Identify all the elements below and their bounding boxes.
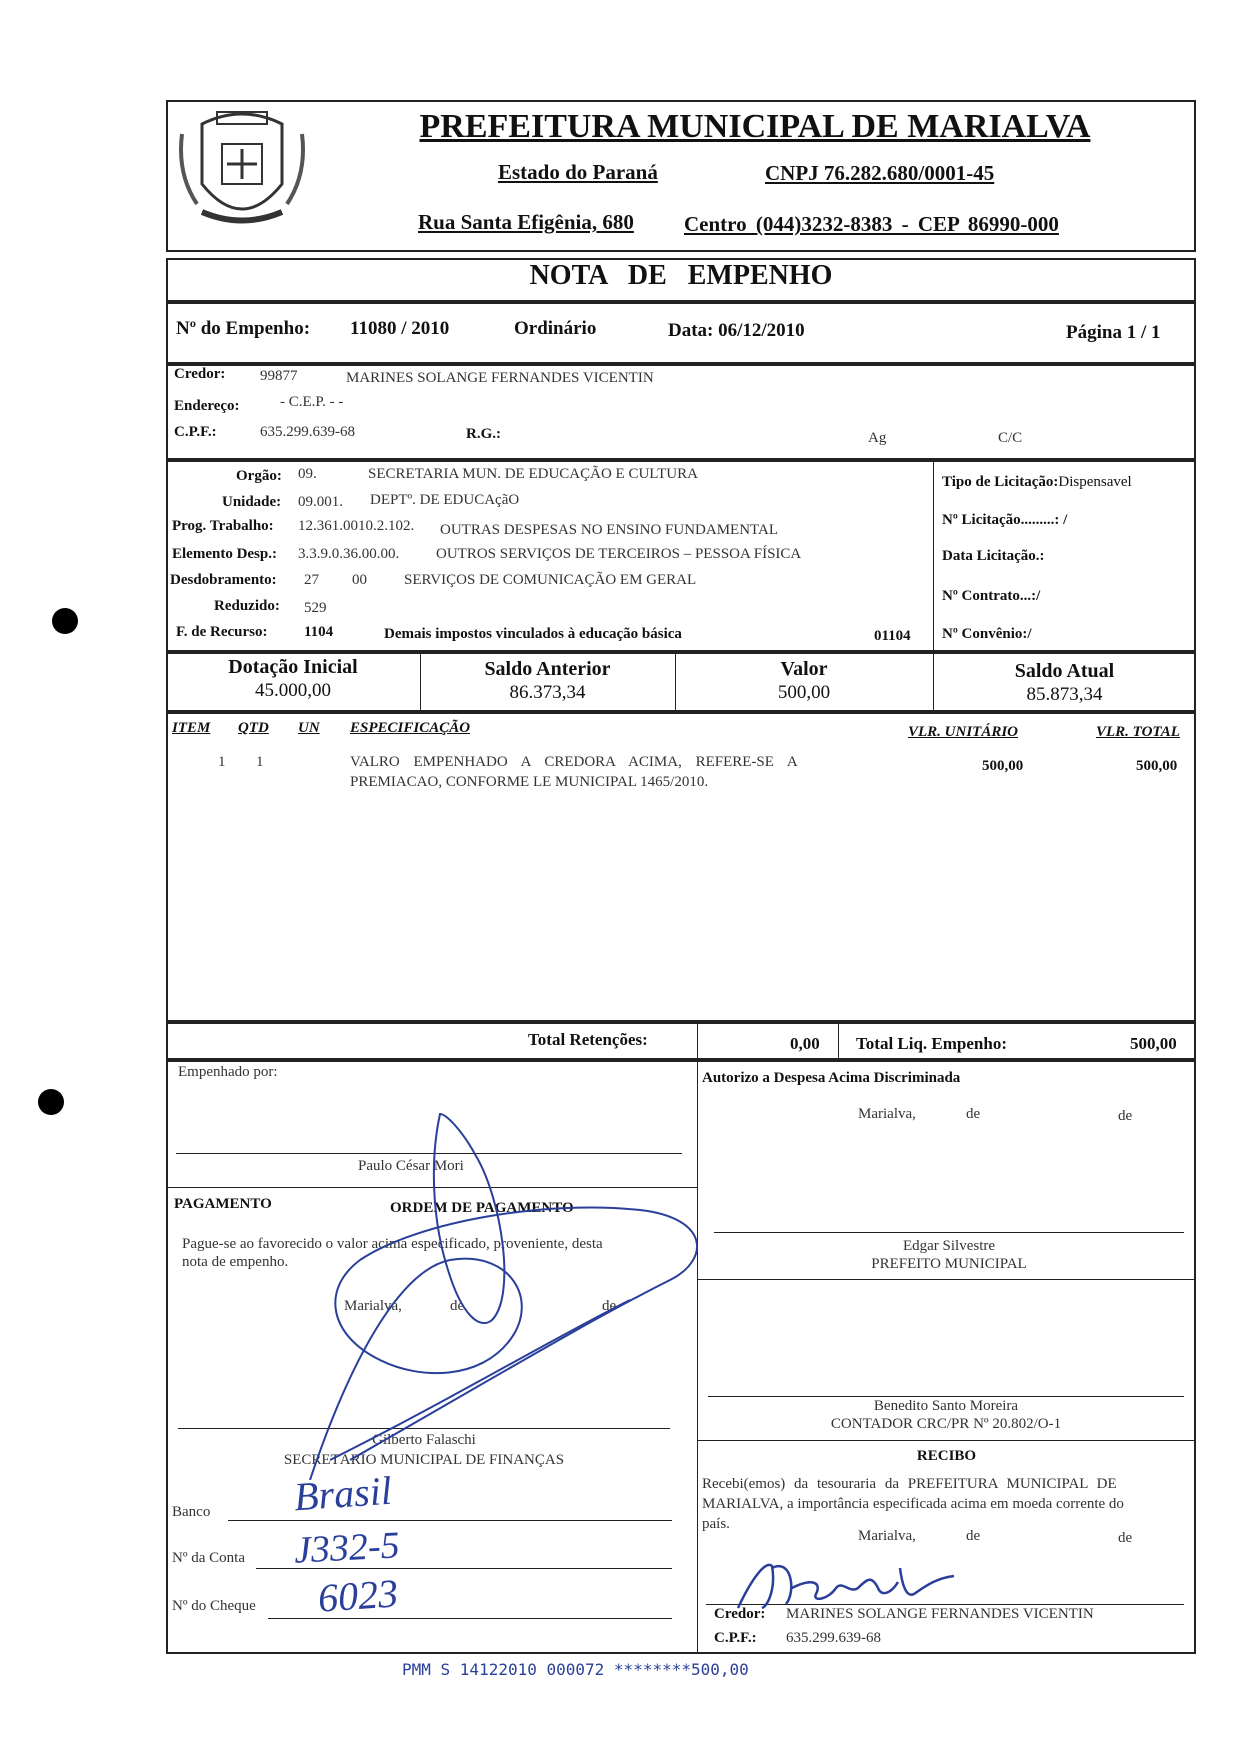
saldo-atual-value: 85.873,34 (1026, 684, 1103, 705)
footer-stamp: PMM S 14122010 000072 ********500,00 (402, 1660, 749, 1679)
total-liq-label: Total Liq. Empenho: (856, 1034, 1007, 1053)
unidade-code: 09.001. (298, 494, 343, 510)
coat-of-arms (172, 104, 312, 236)
prog-desc: OUTRAS DESPESAS NO ENSINO FUNDAMENTAL (440, 522, 778, 538)
total-liq-value: 500,00 (1130, 1034, 1177, 1053)
recibo-de-1: de (966, 1528, 981, 1544)
banco-handwritten: Brasil (292, 1467, 394, 1520)
pague-text-2: nota de empenho. (182, 1254, 289, 1270)
recurso-label: F. de Recurso: (176, 624, 268, 640)
dotacao-inicial-value: 45.000,00 (255, 680, 331, 701)
tipo-licitacao-label: Tipo de Licitação: (942, 474, 1059, 490)
col-qtd-header: QTD (238, 720, 269, 736)
header-address: Rua Santa Efigênia, 680 (418, 210, 634, 234)
empenho-tipo: Ordinário (514, 318, 597, 339)
endereco-value: - C.E.P. - - (280, 394, 344, 410)
punch-hole-bottom (38, 1089, 64, 1115)
credor-codigo: 99877 (260, 368, 298, 384)
col-espec-header: ESPECIFICAÇÃO (350, 720, 471, 736)
tipo-licitacao (942, 474, 1132, 491)
conta-label: Nº da Conta (172, 1550, 245, 1566)
row-vunit: 500,00 (982, 758, 1024, 774)
total-retencoes-value: 0,00 (790, 1034, 820, 1053)
credor-nome: MARINES SOLANGE FERNANDES VICENTIN (346, 370, 654, 386)
orgao-label: Orgão: (236, 468, 282, 484)
doc-title: NOTA DE EMPENHO (529, 260, 833, 291)
conta-handwritten: J332-5 (292, 1524, 401, 1572)
pague-text-1: Pague-se ao favorecido o valor acima especificado, proveniente, desta (182, 1236, 603, 1252)
rg-label: R.G.: (466, 426, 501, 442)
autorizo-marialva: Marialva, (858, 1106, 916, 1122)
prog-label: Prog. Trabalho: (172, 518, 274, 534)
unidade-label: Unidade: (222, 494, 282, 510)
header-district-phone: Centro (044)3232-8383 - CEP 86990-000 (684, 212, 1059, 236)
reduzido-label: Reduzido: (214, 598, 280, 614)
total-retencoes-label: Total Retenções: (528, 1030, 648, 1049)
pagamento-de-1: de (450, 1298, 465, 1314)
paulo-name: Paulo César Mori (358, 1158, 464, 1174)
saldo-atual-label: Saldo Atual (1014, 660, 1115, 682)
row-item: 1 (218, 754, 226, 770)
cpf-value: 635.299.639-68 (260, 424, 355, 440)
empenhado-por-label: Empenhado por: (178, 1064, 278, 1080)
data-licitacao: Data Licitação.: (942, 548, 1045, 564)
endereco-label: Endereço: (174, 398, 240, 414)
valor-value: 500,00 (777, 682, 831, 703)
pagamento-label: PAGAMENTO (174, 1196, 272, 1212)
cheque-handwritten: 6023 (316, 1570, 400, 1621)
ordem-pagamento-label: ORDEM DE PAGAMENTO (390, 1200, 574, 1216)
gilberto-name: Gilberto Falaschi (372, 1432, 476, 1448)
recibo-de-2: de (1118, 1530, 1133, 1546)
credor-box (166, 364, 1196, 460)
recibo-label: RECIBO (916, 1448, 977, 1464)
empenho-pagina: Página 1 / 1 (1066, 322, 1161, 343)
elem-desc: OUTROS SERVIÇOS DE TERCEIROS – PESSOA FÍSICA (436, 546, 802, 562)
col-vtotal-header: VLR. TOTAL (1096, 724, 1180, 740)
signature-scribble-main (290, 1100, 770, 1480)
dotacao-inicial-label: Dotação Inicial (228, 656, 358, 678)
row-vtotal: 500,00 (1136, 758, 1178, 774)
desd-code1: 27 (304, 572, 319, 588)
signature-credor (732, 1548, 962, 1618)
row-qtd: 1 (256, 754, 264, 770)
cheque-label: Nº do Cheque (172, 1598, 256, 1614)
recurso-desc: Demais impostos vinculados à educação básica (384, 626, 682, 642)
num-licitacao: Nº Licitação.........: / (942, 512, 1068, 528)
recibo-cpf-label: C.P.F.: (714, 1630, 757, 1646)
num-convenio: Nº Convênio:/ (942, 626, 1032, 642)
empenho-data: Data: 06/12/2010 (668, 320, 805, 341)
col-item-header: ITEM (172, 720, 211, 736)
edgar-name: Edgar Silvestre (902, 1238, 996, 1254)
recibo-text-1: Recebi(emos) da tesouraria da PREFEITURA MUNICIPAL DE (702, 1476, 1117, 1492)
recibo-credor-label: Credor: (714, 1606, 766, 1622)
gilberto-title: SECRETÁRIO MUNICIPAL DE FINANÇAS (283, 1452, 565, 1468)
edgar-title: PREFEITO MUNICIPAL (871, 1256, 1027, 1272)
desd-desc: SERVIÇOS DE COMUNICAÇÃO EM GERAL (404, 572, 697, 588)
header-state: Estado do Paraná (498, 160, 658, 184)
recibo-text-3: país. (702, 1516, 730, 1532)
autorizo-de-2: de (1118, 1108, 1133, 1124)
banco-label: Banco (172, 1504, 211, 1520)
saldo-anterior-value: 86.373,34 (509, 682, 586, 703)
orgao-code: 09. (298, 466, 317, 482)
header-title: PREFEITURA MUNICIPAL DE MARIALVA (419, 108, 1091, 145)
desd-label: Desdobramento: (170, 572, 277, 588)
empenho-num-value: 11080 / 2010 (350, 318, 450, 339)
elem-code: 3.3.9.0.36.00.00. (298, 546, 400, 562)
desd-code2: 00 (352, 572, 367, 588)
benedito-name: Benedito Santo Moreira (873, 1398, 1019, 1414)
autorizo-de-1: de (966, 1106, 981, 1122)
recibo-cpf-value: 635.299.639-68 (786, 1630, 881, 1646)
recibo-marialva: Marialva, (858, 1528, 916, 1544)
ag-label: Ag (868, 430, 887, 446)
cpf-label: C.P.F.: (174, 424, 217, 440)
cc-label: C/C (998, 430, 1023, 446)
num-contrato: Nº Contrato...:/ (942, 588, 1041, 604)
col-un-header: UN (298, 720, 320, 736)
prog-code: 12.361.0010.2.102. (298, 518, 415, 534)
recibo-text-2: MARIALVA, a importância especificada acima em moeda corrente do (702, 1496, 1124, 1512)
empenho-num-label: Nº do Empenho: (176, 318, 311, 339)
elem-label: Elemento Desp.: (172, 546, 277, 562)
autorizo-label: Autorizo a Despesa Acima Discriminada (702, 1070, 961, 1086)
punch-hole-top (52, 608, 78, 634)
header-cnpj: CNPJ 76.282.680/0001-45 (765, 161, 995, 185)
pagamento-de-2: de (602, 1298, 617, 1314)
totais-box (166, 1022, 1196, 1060)
col-vunit-header: VLR. UNITÁRIO (908, 724, 1019, 740)
orgao-desc: SECRETARIA MUN. DE EDUCAÇÃO E CULTURA (368, 466, 698, 482)
credor-label: Credor: (174, 366, 226, 382)
recibo-credor-name: MARINES SOLANGE FERNANDES VICENTIN (786, 1606, 1094, 1622)
saldo-anterior-label: Saldo Anterior (484, 658, 611, 680)
tipo-licitacao-value: Dispensavel (1058, 474, 1132, 490)
recurso-code: 1104 (304, 624, 334, 640)
recurso-code2: 01104 (874, 628, 911, 644)
row-desc-line2: PREMIACAO, CONFORME LE MUNICIPAL 1465/2010. (350, 774, 709, 790)
unidade-desc: DEPTº. DE EDUCAçãO (370, 492, 520, 508)
row-desc-line1: VALRO EMPENHADO A CREDORA ACIMA, REFERE-SE A (350, 754, 798, 770)
reduzido-value: 529 (304, 600, 327, 616)
pagamento-marialva: Marialva, (344, 1298, 402, 1314)
valor-label: Valor (780, 658, 828, 680)
benedito-title: CONTADOR CRC/PR Nº 20.802/O-1 (830, 1416, 1062, 1432)
